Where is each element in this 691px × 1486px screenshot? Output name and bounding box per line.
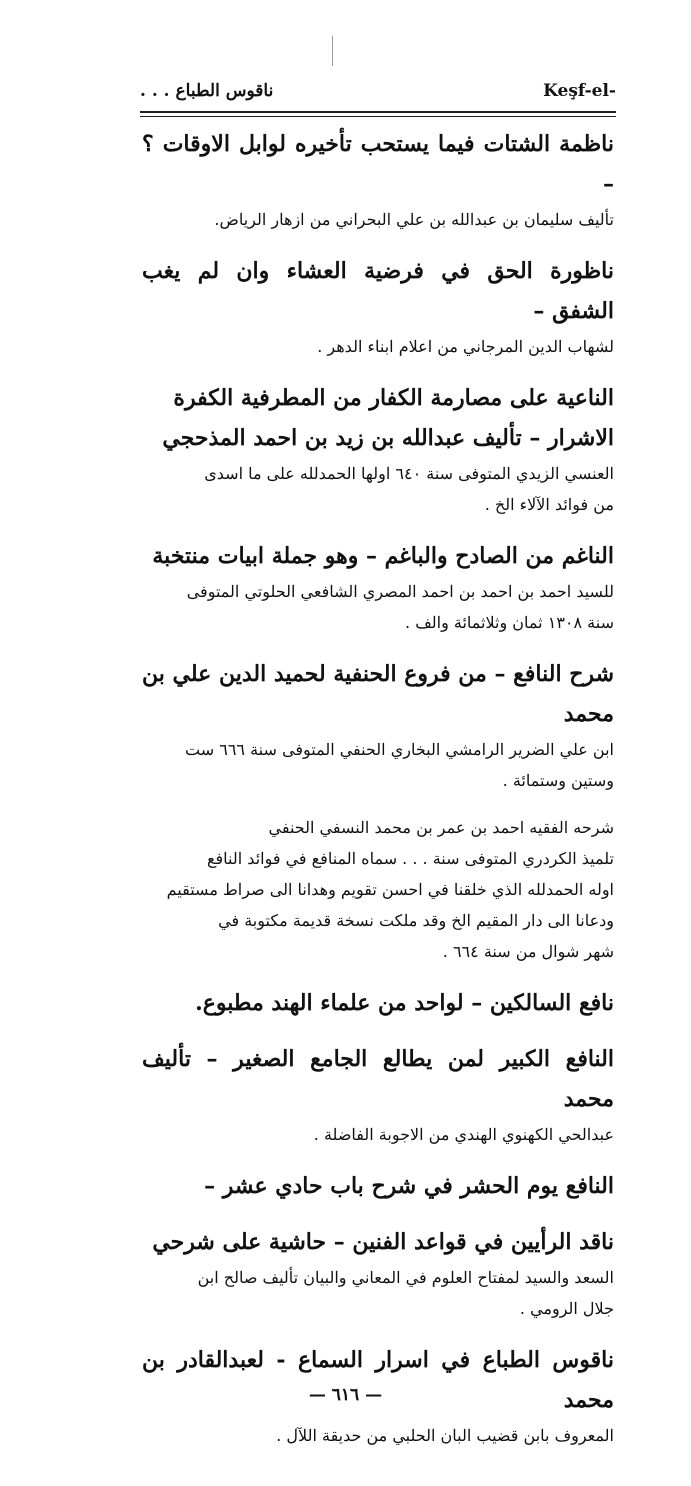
entry-text-line: من فوائد الآلاء الخ .	[484, 495, 614, 514]
entry-text-line: جلال الرومي .	[519, 1299, 614, 1318]
entry-heading-line: النافع الكبير لمن يطالع الجامع الصغير – تأليف محمد	[142, 1046, 614, 1112]
entry-text-line: ودعانا الى دار المقيم الخ وقد ملكت نسخة قديمة مكتوبة في	[218, 911, 614, 930]
catalog-entry	[142, 1166, 614, 1206]
header-rule-thin	[140, 116, 616, 117]
catalog-entry	[142, 536, 614, 638]
entry-heading-line: الناعية على مصارمة الكفار من المطرفية الكفرة	[173, 385, 614, 411]
entry-text-line: لشهاب الدين المرجاني من اعلام ابناء الدهر .	[317, 337, 614, 356]
entry-text-line: الاشرار – تأليف عبدالله بن زيد بن احمد المذحجي	[162, 425, 614, 451]
catalog-entry	[142, 1039, 614, 1150]
header-rule-thick	[140, 111, 616, 113]
header-title: ناقوس الطباع . . .	[140, 81, 274, 101]
entry-text-line: سنة ١٣٠٨ ثمان وثلاثمائة والف .	[405, 613, 614, 632]
entry-heading-line: ناظمة الشتات فيما يستحب تأخيره لوابل الاوقات ؟ –	[142, 131, 614, 197]
entry-heading-line: شرح النافع – من فروع الحنفية لحميد الدين علي بن محمد	[142, 661, 614, 727]
entry-text-line: ابن علي الضرير الرامشي البخاري الحنفي المتوفى سنة ٦٦٦ ست	[185, 740, 614, 759]
entry-text-line: السعد والسيد لمفتاح العلوم في المعاني والبيان تأليف صالح ابن	[197, 1268, 614, 1287]
catalog-entry	[142, 124, 614, 235]
entry-text-line: شهر شوال من سنة ٦٦٤ .	[442, 942, 614, 961]
header-book-name: Keşf-el-	[543, 81, 616, 101]
entry-text-line: اوله الحمدلله الذي خلقنا في احسن تقويم وهدانا الى صراط مستقيم	[166, 880, 614, 899]
entry-heading-line: ناظورة الحق في فرضية العشاء وان لم يغب الشفق –	[142, 258, 614, 324]
entry-heading-line: ناقوس الطباع في اسرار السماع - لعبدالقادر بن محمد	[142, 1347, 614, 1413]
catalog-entry	[142, 654, 614, 796]
catalog-entry	[142, 812, 614, 967]
entry-text-line: تلميذ الكردري المتوفى سنة . . . سماه المنافع في فوائد النافع	[207, 849, 614, 868]
page-number: — ٦١٦ —	[308, 1385, 383, 1405]
entry-heading-line: ناقد الرأيين في قواعد الفنين – حاشية على شرحي	[152, 1229, 614, 1255]
entry-heading-line: شرحه الفقيه احمد بن عمر بن محمد النسفي الحنفي	[268, 818, 614, 837]
entry-text-line: وستين وستمائة .	[502, 771, 614, 790]
running-header	[140, 78, 616, 104]
entry-text-line: المعروف بابن قضيب البان الحلبي من حديقة اللآل .	[276, 1426, 614, 1445]
catalog-entry	[142, 251, 614, 362]
margin-mark	[332, 36, 333, 66]
catalog-entry	[142, 1222, 614, 1324]
entry-heading-line: الناغم من الصادح والباغم – وهو جملة ابيات منتخبة	[152, 543, 614, 569]
catalog-entry	[142, 378, 614, 520]
entry-text-line: عبدالحي الكهنوي الهندي من الاجوبة الفاضلة .	[313, 1125, 614, 1144]
entry-text-line: للسيد احمد بن احمد بن احمد المصري الشافعي الحلوتي المتوفى	[186, 582, 614, 601]
entry-text-line: العنسي الزيدي المتوفى سنة ٦٤٠ اولها الحمدلله على ما اسدى	[204, 464, 614, 483]
entry-heading-line: نافع السالكين – لواحد من علماء الهند مطبوع.	[195, 990, 614, 1016]
entry-text-line: تأليف سليمان بن عبدالله بن علي البحراني من ازهار الرياض.	[214, 210, 614, 229]
entry-heading-line: النافع يوم الحشر في شرح باب حادي عشر –	[204, 1173, 614, 1199]
catalog-entry	[142, 983, 614, 1023]
